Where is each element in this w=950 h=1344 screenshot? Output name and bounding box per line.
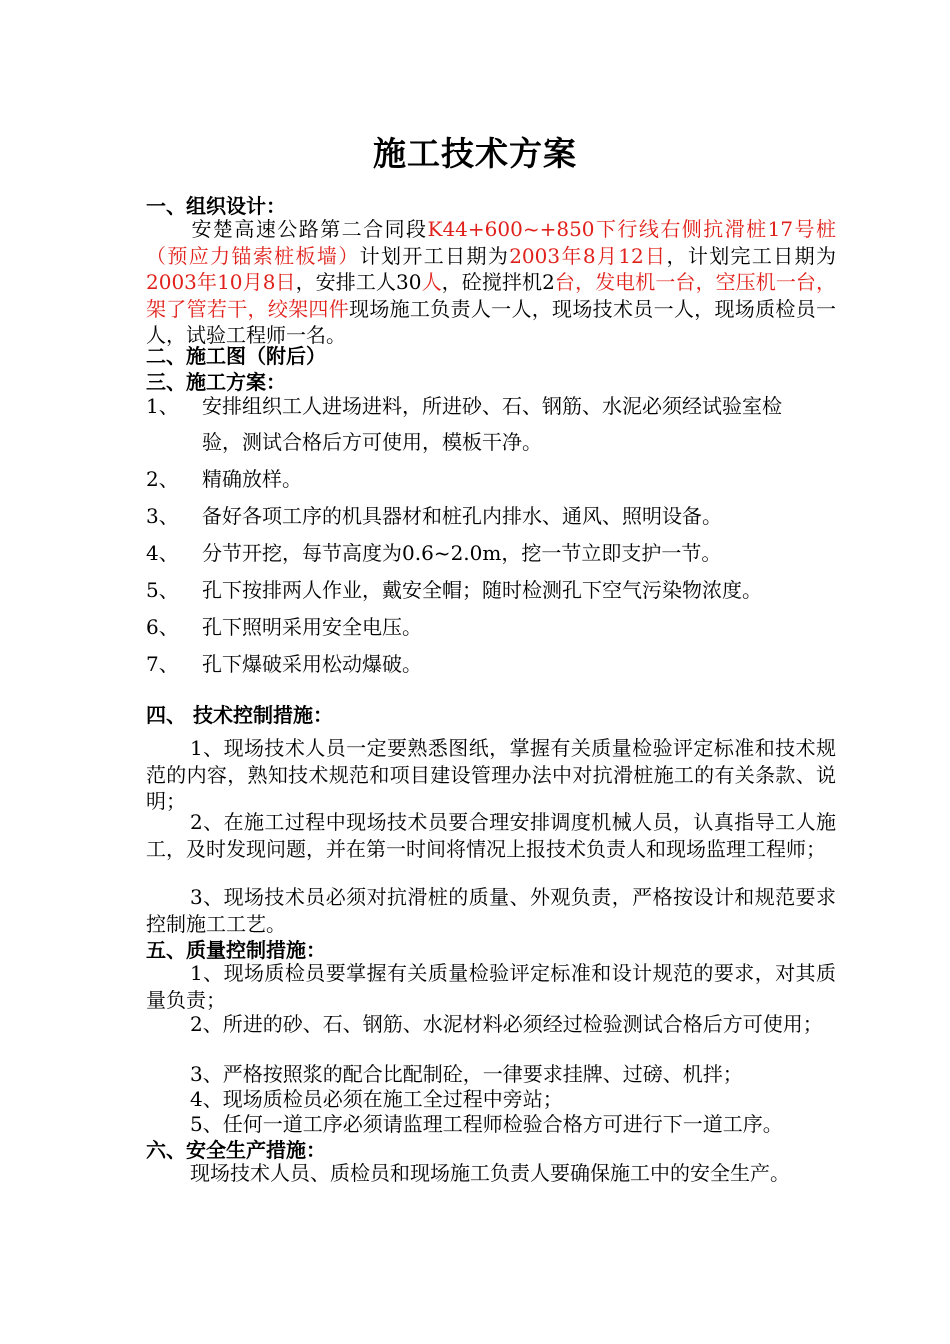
highlight-end-date: 2003年10月8日 xyxy=(146,270,296,294)
list-item xyxy=(146,393,782,419)
paragraph-text: 1、现场质检员要掌握有关质量检验评定标准和设计规范的要求，对其质量负责； xyxy=(146,961,836,1012)
text-run: 现场施工负责人一人，现场技术员一人，现场质检员一人，试验工程师一名。 xyxy=(146,296,837,347)
paragraph-text: 3、严格按照浆的配合比配制砼，一律要求挂牌、过磅、机拌； xyxy=(190,1062,743,1086)
section-2-heading: 二、施工图（附后） xyxy=(146,344,326,368)
section-4-heading: 四、 技术控制措施： xyxy=(146,703,333,727)
section-5-item xyxy=(146,960,836,1013)
list-item-continuation: 验，测试合格后方可使用，模板干净。 xyxy=(202,430,542,454)
list-item xyxy=(146,614,422,640)
section-1-paragraph xyxy=(146,216,836,349)
section-5-item xyxy=(146,1111,836,1138)
section-3-heading: 三、施工方案： xyxy=(146,370,286,394)
list-text: 精确放样。 xyxy=(202,467,302,491)
paragraph-text: 2、在施工过程中现场技术员要合理安排调度机械人员，认真指导工人施工，及时发现问题，并在第一时间将情况上报技术负责人和现场监理工程师； xyxy=(146,810,836,861)
list-number: 4、 xyxy=(146,541,179,565)
highlight-unit: 人 xyxy=(421,270,442,294)
list-number: 5、 xyxy=(146,578,179,602)
highlight-location: K44+600~+850下行线右侧抗滑桩17号桩（预应力锚索桩板墙） xyxy=(146,217,836,268)
paragraph-text: 3、现场技术员必须对抗滑桩的质量、外观负责，严格按设计和规范要求控制施工工艺。 xyxy=(146,885,836,936)
list-item xyxy=(146,540,721,566)
text-run: 安楚高速公路第二合同段 xyxy=(190,217,428,241)
list-item xyxy=(146,466,302,492)
text-run: 计划开工日期为 xyxy=(359,243,510,268)
section-4-item xyxy=(146,735,836,815)
paragraph-text: 现场技术人员、质检员和现场施工负责人要确保施工中的安全生产。 xyxy=(190,1161,790,1185)
section-6-heading: 六、安全生产措施： xyxy=(146,1138,326,1162)
list-text: 备好各项工序的机具器材和桩孔内排水、通风、照明设备。 xyxy=(202,504,722,528)
section-6-paragraph xyxy=(146,1160,836,1187)
section-4-item xyxy=(146,809,836,862)
section-4-item xyxy=(146,884,836,937)
paragraph-text: 4、现场质检员必须在施工全过程中旁站； xyxy=(190,1087,563,1111)
highlight-start-date: 2003年8月12日 xyxy=(509,243,667,268)
section-5-heading: 五、质量控制措施： xyxy=(146,938,326,962)
text-run: ，安排工人30 xyxy=(295,270,422,294)
list-number: 1、 xyxy=(146,394,179,418)
page-title: 施工技术方案 xyxy=(373,134,577,173)
list-number: 2、 xyxy=(146,467,179,491)
list-number: 7、 xyxy=(146,652,179,676)
text-run: ，计划完工日期为 xyxy=(666,243,837,268)
list-text: 安排组织工人进场进料，所进砂、石、钢筋、水泥必须经试验室检 xyxy=(202,394,782,418)
list-number: 3、 xyxy=(146,504,179,528)
list-item xyxy=(146,503,722,529)
paragraph-text: 1、现场技术人员一定要熟悉图纸，掌握有关质量检验评定标准和技术规范的内容，熟知技术规范和项目建设管理办法中对抗滑桩施工的有关条款、说明； xyxy=(146,736,836,813)
section-5-item xyxy=(146,1011,836,1038)
list-item xyxy=(146,577,762,603)
list-text: 孔下爆破采用松动爆破。 xyxy=(202,652,422,676)
section-5-item xyxy=(146,1086,836,1113)
list-text: 孔下按排两人作业，戴安全帽；随时检测孔下空气污染物浓度。 xyxy=(202,578,762,602)
paragraph-text: 5、任何一道工序必须请监理工程师检验合格方可进行下一道工序。 xyxy=(190,1112,783,1136)
text-run: ，砼搅拌机2 xyxy=(441,270,555,294)
highlight-equipment: 台，发电机一台，空压机一台，架了管若干，绞架四件 xyxy=(146,270,837,321)
list-number: 6、 xyxy=(146,615,179,639)
section-5-item xyxy=(146,1061,836,1088)
paragraph-text: 2、所进的砂、石、钢筋、水泥材料必须经过检验测试合格后方可使用； xyxy=(190,1012,823,1036)
list-text: 孔下照明采用安全电压。 xyxy=(202,615,422,639)
list-text: 分节开挖，每节高度为0.6~2.0m，挖一节立即支护一节。 xyxy=(202,541,722,565)
list-item xyxy=(146,651,422,677)
section-1-heading: 一、组织设计： xyxy=(146,194,286,218)
